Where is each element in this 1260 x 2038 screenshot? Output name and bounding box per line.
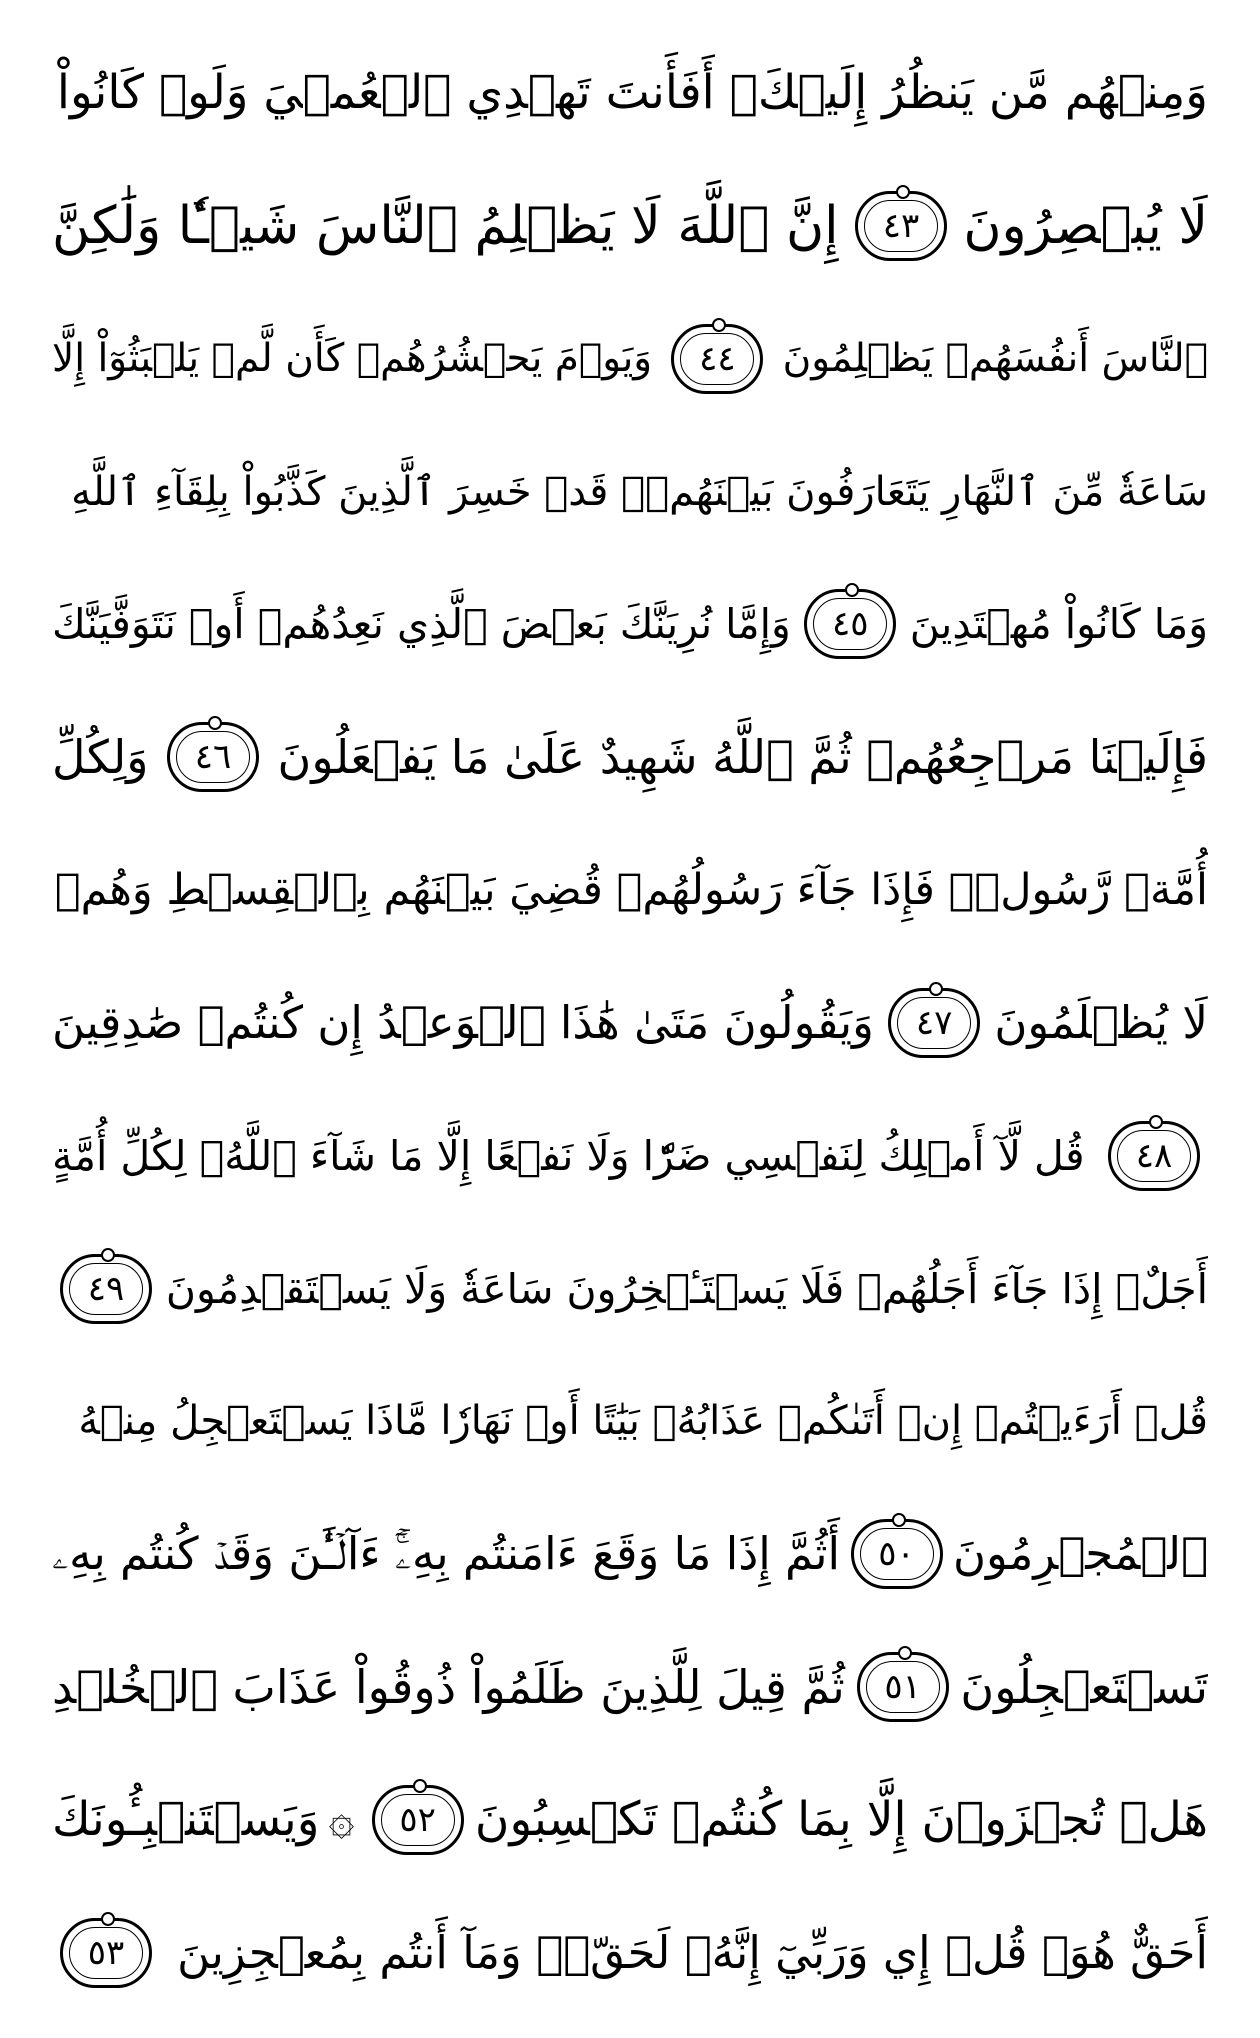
text-line bbox=[52, 1898, 1208, 2008]
verse-text: هَلۡ تُجۡزَوۡنَ إِلَّا بِمَا كُنتُمۡ تَكۡسِبُونَ bbox=[474, 1791, 1208, 1847]
verse-text: ثُمَّ قِيلَ لِلَّذِينَ ظَلَمُواْ ذُوقُواْ عَذَابَ ٱلۡخُلۡدِ bbox=[52, 1660, 845, 1715]
ayah-number-marker: ٤٧ bbox=[888, 988, 980, 1058]
ayah-number-marker: ٥٠ bbox=[851, 1519, 943, 1589]
verse-text: وَيَوۡمَ يَحۡشُرُهُمۡ كَأَن لَّمۡ يَلۡبَثُوٓاْ إِلَّا bbox=[52, 335, 653, 381]
text-line bbox=[52, 1632, 1208, 1742]
verse-text: ٱلنَّاسَ أَنفُسَهُمۡ يَظۡلِمُونَ bbox=[782, 335, 1208, 381]
verse-text: وَلِكُلِّ bbox=[52, 730, 149, 785]
text-line bbox=[52, 702, 1208, 812]
text-line bbox=[52, 1101, 1208, 1211]
text-line bbox=[52, 1499, 1208, 1609]
verse-text: قُلۡ أَرَءَيۡتُمۡ إِنۡ أَتَىٰكُمۡ عَذَابُهُۥ بَيَٰتًا أَوۡ نَهَارٗا مَّاذَا يَسۡتَعۡجِلُ مِنۡهُ bbox=[78, 1398, 1208, 1445]
verse-text: أَثُمَّ إِذَا مَا وَقَعَ ءَامَنتُم بِهِۦٓۚ ءَآلۡـَٰٔنَ وَقَدۡ كُنتُم بِهِۦ bbox=[52, 1527, 841, 1581]
verse-text: أَجَلٌۚ إِذَا جَآءَ أَجَلُهُمۡ فَلَا يَسۡتَـٔۡخِرُونَ سَاعَةٗ وَلَا يَسۡتَقۡدِمُونَ bbox=[165, 1264, 1208, 1313]
text-line bbox=[52, 1234, 1208, 1344]
ayah-number-marker: ٤٣ bbox=[855, 191, 947, 261]
verse-text: فَإِلَيۡنَا مَرۡجِعُهُمۡ ثُمَّ ٱللَّهُ شَهِيدٌ عَلَىٰ مَا يَفۡعَلُونَ bbox=[277, 730, 1208, 785]
verse-text: لَا يُظۡلَمُونَ bbox=[994, 995, 1208, 1049]
text-line bbox=[52, 38, 1208, 148]
ayah-number-marker: ٤٦ bbox=[167, 722, 259, 792]
text-line bbox=[52, 968, 1208, 1078]
text-line bbox=[52, 569, 1208, 679]
verse-text: وَمَا كَانُواْ مُهۡتَدِينَ bbox=[909, 600, 1208, 649]
ayah-number-marker: ٥٢ bbox=[372, 1785, 464, 1855]
verse-text: لَا يُبۡصِرُونَ bbox=[963, 195, 1208, 256]
verse-text: قُل لَّآ أَمۡلِكُ لِنَفۡسِي ضَرّٗا وَلَا نَفۡعًا إِلَّا مَا شَآءَ ٱللَّهُۗ لِكُلِّ أُمَّةٍ bbox=[52, 1131, 1085, 1180]
verse-text: أَحَقٌّ هُوَۖ قُلۡ إِي وَرَبِّيٓ إِنَّهُۥ لَحَقّٞۖ وَمَآ أَنتُم بِمُعۡجِزِينَ bbox=[177, 1925, 1208, 1979]
verse-text: تَسۡتَعۡجِلُونَ bbox=[960, 1660, 1208, 1715]
hizb-star-icon: ۞ bbox=[328, 1793, 355, 1845]
text-line bbox=[52, 1765, 1208, 1875]
ayah-number-marker: ٤٩ bbox=[60, 1254, 152, 1324]
text-line bbox=[52, 835, 1208, 945]
ayah-number-marker: ٤٨ bbox=[1108, 1121, 1200, 1191]
text-line bbox=[52, 171, 1208, 281]
verse-text: وَمِنۡهُم مَّن يَنظُرُ إِلَيۡكَۚ أَفَأَنتَ تَهۡدِي ٱلۡعُمۡيَ وَلَوۡ كَانُواْ bbox=[56, 65, 1208, 120]
verse-text: وَإِمَّا نُرِيَنَّكَ بَعۡضَ ٱلَّذِي نَعِدُهُمۡ أَوۡ نَتَوَفَّيَنَّكَ bbox=[52, 600, 791, 649]
text-line bbox=[52, 1366, 1208, 1476]
text-line bbox=[52, 437, 1208, 547]
ayah-number-marker: ٥٣ bbox=[60, 1918, 152, 1988]
verse-text: وَيَقُولُونَ مَتَىٰ هَٰذَا ٱلۡوَعۡدُ إِن كُنتُمۡ صَٰدِقِينَ bbox=[52, 995, 874, 1049]
ayah-number-marker: ٥١ bbox=[857, 1652, 949, 1722]
text-line bbox=[52, 304, 1208, 414]
ayah-number-marker: ٤٥ bbox=[804, 589, 896, 659]
verse-text: سَاعَةٗ مِّنَ ٱلنَّهَارِ يَتَعَارَفُونَ بَيۡنَهُمۡۚ قَدۡ خَسِرَ ٱلَّذِينَ كَذَّبُواْ بِلِقَآءِ ٱللَّهِ bbox=[71, 468, 1208, 515]
ayah-number-marker: ٤٤ bbox=[671, 324, 763, 394]
verse-text: وَيَسۡتَنۢبِـُٔونَكَ bbox=[52, 1791, 320, 1847]
verse-text: ٱلۡمُجۡرِمُونَ bbox=[952, 1527, 1208, 1581]
verse-text: أُمَّةٖ رَّسُولٞۖ فَإِذَا جَآءَ رَسُولُهُمۡ قُضِيَ بَيۡنَهُم بِٱلۡقِسۡطِ وَهُمۡ bbox=[54, 865, 1208, 916]
verse-text: إِنَّ ٱللَّهَ لَا يَظۡلِمُ ٱلنَّاسَ شَيۡـٔٗا وَلَٰكِنَّ bbox=[52, 195, 839, 256]
